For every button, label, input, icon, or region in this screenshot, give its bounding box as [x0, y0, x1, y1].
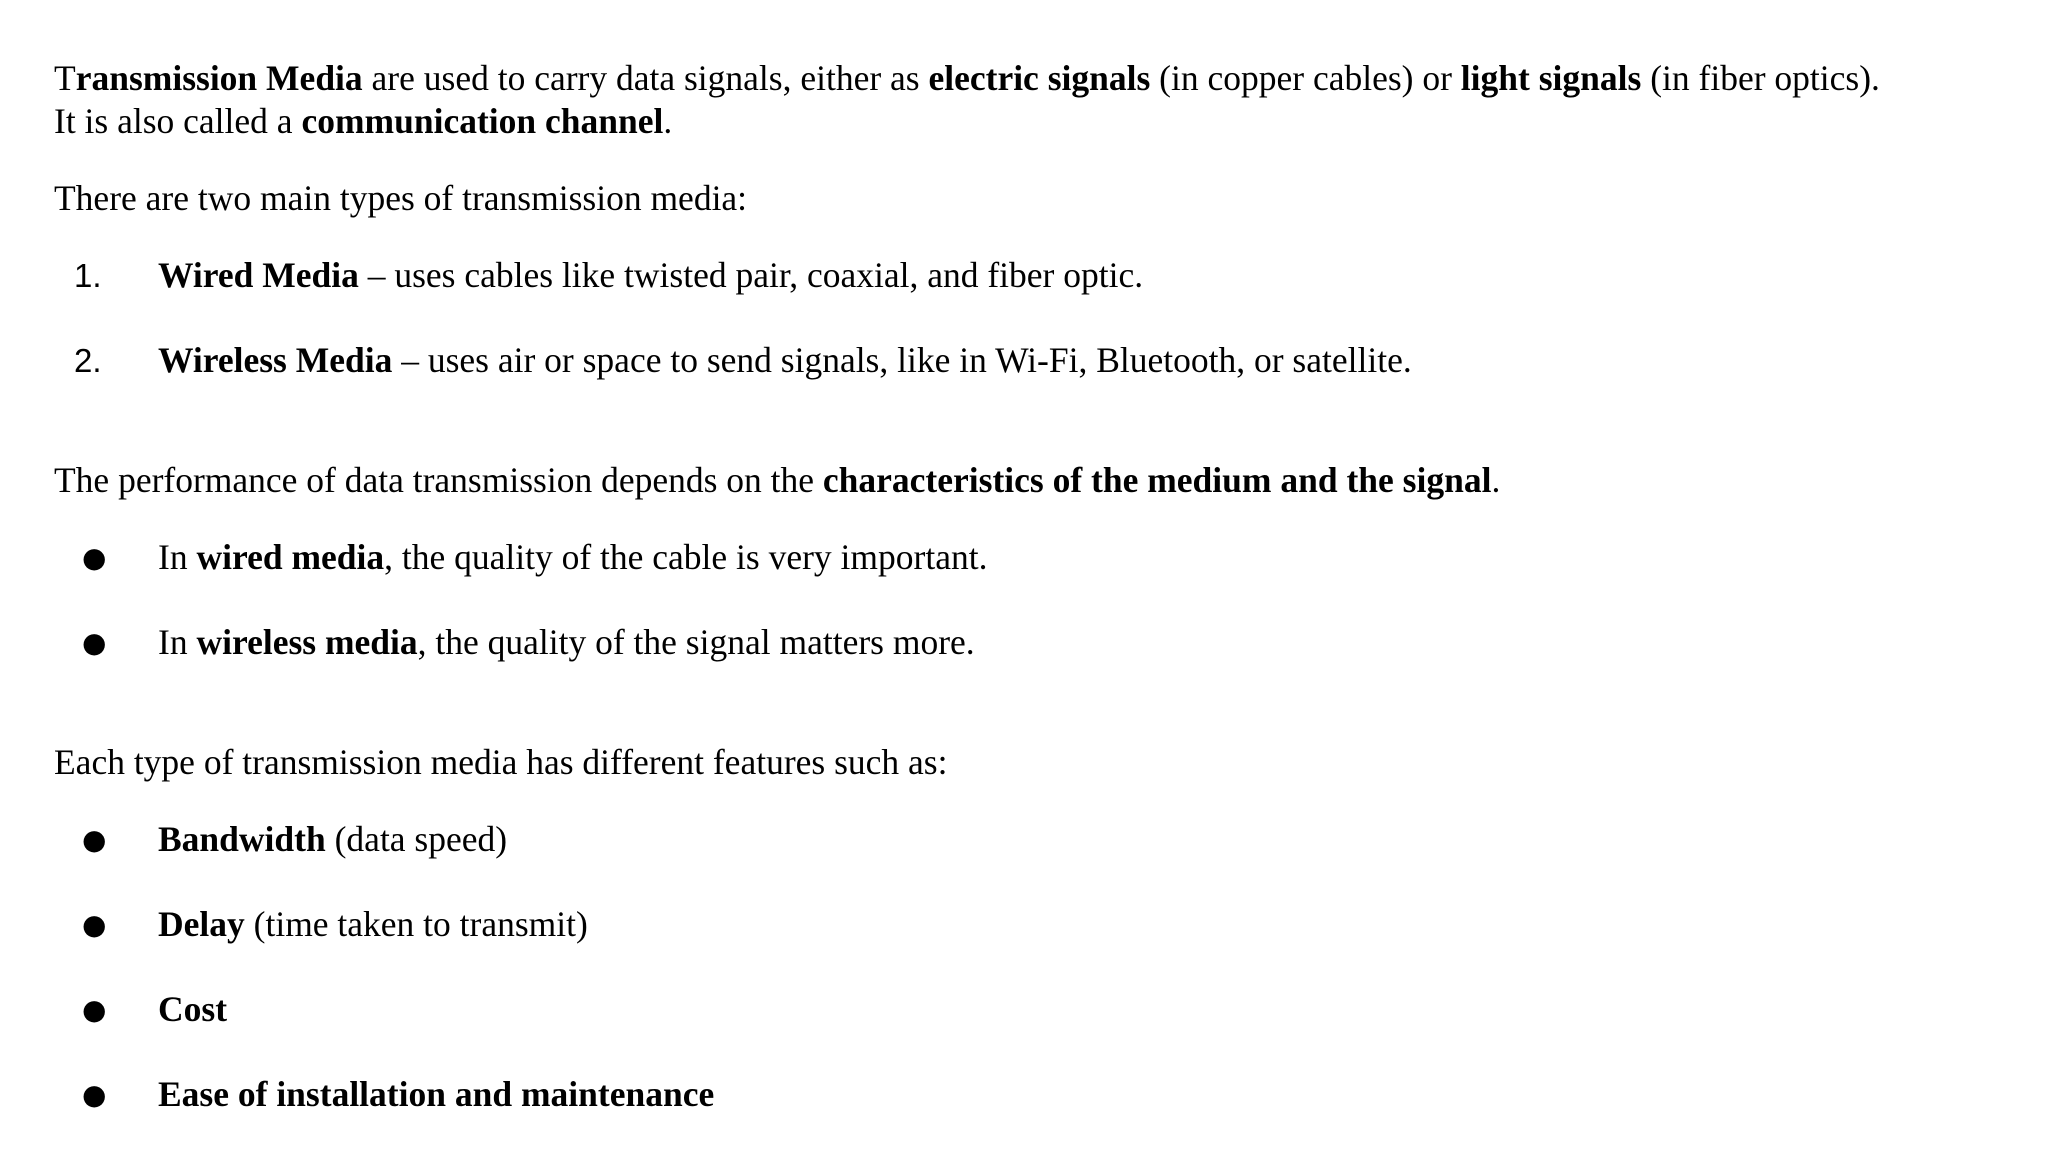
intro-term-light-signals: light signals: [1460, 58, 1642, 98]
list-item-desc: , the quality of the cable is very important.: [384, 537, 988, 577]
list-item-pre: In: [158, 622, 197, 662]
intro-line-2: [54, 100, 672, 143]
list-item-desc: , the quality of the signal matters more.: [417, 622, 975, 662]
bullet-icon: ●: [82, 541, 107, 574]
performance-paragraph: [54, 459, 1500, 502]
intro-term-transmission-media: ransmission Media: [75, 58, 363, 98]
list-item-desc: (data speed): [325, 819, 508, 859]
list-item-desc: – uses air or space to send signals, like in Wi-Fi, Bluetooth, or satellite.: [392, 340, 1412, 380]
intro-text-3: (in fiber optics).: [1641, 58, 1880, 98]
bullet-icon: ●: [82, 993, 107, 1026]
list-item: [0, 1073, 2048, 1116]
list-item-text: [158, 621, 975, 664]
intro-line2-end: .: [663, 101, 673, 141]
list-item-text: [158, 536, 987, 579]
list-item-desc: – uses cables like twisted pair, coaxial, and fiber optic.: [358, 255, 1144, 295]
list-item: [0, 339, 2048, 382]
intro-term-electric-signals: electric signals: [928, 58, 1151, 98]
list-item: [0, 988, 2048, 1031]
list-item: [0, 536, 2048, 579]
list-item: [0, 903, 2048, 946]
list-item-term: wireless media: [196, 622, 418, 662]
bullet-icon: ●: [82, 626, 107, 659]
list-number: 2.: [74, 342, 102, 379]
list-item-text: [158, 988, 227, 1031]
list-item-term: wired media: [196, 537, 385, 577]
list-item: [0, 818, 2048, 861]
intro-line2-text: It is also called a: [54, 101, 302, 141]
list-item-term: Cost: [158, 989, 228, 1029]
intro-line-1: [54, 57, 1880, 100]
bullet-icon: ●: [82, 1078, 107, 1111]
list-item: [0, 254, 2048, 297]
list-item-term: Bandwidth: [158, 819, 326, 859]
intro-term-communication-channel: communication channel: [301, 101, 664, 141]
list-item-text: [158, 254, 1143, 297]
list-item-text: [158, 903, 588, 946]
list-item-term: Delay: [158, 904, 245, 944]
types-intro: There are two main types of transmission media:: [54, 178, 748, 218]
list-item-text: [158, 339, 1412, 382]
list-number: 1.: [74, 257, 102, 294]
list-item-desc: (time taken to transmit): [244, 904, 588, 944]
intro-text-1: are used to carry data signals, either as: [362, 58, 929, 98]
list-item-term: Wireless Media: [158, 340, 393, 380]
list-item: [0, 621, 2048, 664]
list-item-term: Wired Media: [158, 255, 359, 295]
bullet-icon: ●: [82, 823, 107, 856]
bullet-icon: ●: [82, 908, 107, 941]
intro-text-2: (in copper cables) or: [1150, 58, 1461, 98]
performance-text: The performance of data transmission depends on the: [54, 460, 823, 500]
performance-end: .: [1491, 460, 1501, 500]
intro-first-letter: T: [54, 58, 76, 98]
features-intro: Each type of transmission media has different features such as:: [54, 742, 948, 782]
list-item-text: [158, 818, 507, 861]
list-item-text: [158, 1073, 714, 1116]
list-item-pre: In: [158, 537, 197, 577]
performance-term: characteristics of the medium and the signal: [822, 460, 1492, 500]
list-item-term: Ease of installation and maintenance: [158, 1074, 715, 1114]
